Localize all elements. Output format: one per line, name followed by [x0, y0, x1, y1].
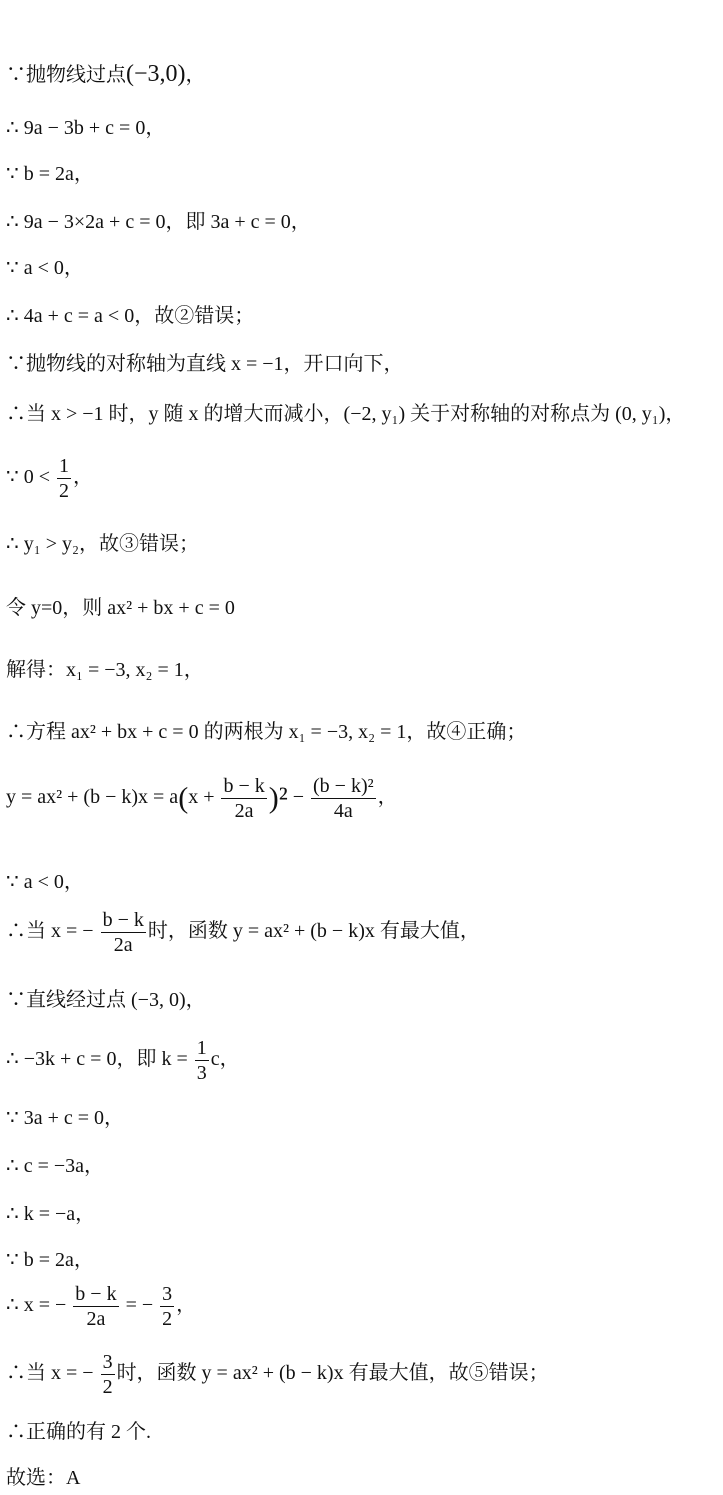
line-24: [6, 1352, 549, 1397]
fraction-b-k-2a: [73, 1284, 118, 1329]
punct: ，: [377, 786, 398, 809]
denominator: 4a: [333, 800, 353, 822]
text: y = ax² + (b − k)x = a: [6, 786, 179, 809]
text: x +: [188, 786, 215, 809]
numerator: 3: [162, 1283, 173, 1305]
paren-left: (: [178, 781, 189, 815]
fraction-b-k-2a: [101, 910, 146, 955]
fraction-bk2-4a: [311, 776, 376, 821]
numerator: b − k: [223, 775, 265, 797]
line-12: 解得：x₁ = −3, x₂ = 1，: [6, 659, 204, 681]
line-3: ∵ b = 2a，: [6, 163, 94, 185]
line-14: [6, 776, 398, 821]
punct: ，: [73, 466, 94, 489]
punct: ，: [176, 1294, 197, 1317]
numerator: b − k: [75, 1283, 117, 1305]
text: ∵抛物线过点: [6, 64, 126, 86]
text: ∴ −3k + c = 0，即 k =: [6, 1048, 188, 1071]
line-17: ∵直线经过点 (−3, 0)，: [6, 989, 206, 1011]
numerator: 1: [59, 455, 70, 477]
punct: ，: [185, 64, 206, 86]
line-6: ∴ 4a + c = a < 0，故②错误；: [6, 305, 255, 327]
line-2: ∴ 9a − 3b + c = 0，: [6, 117, 166, 139]
denominator: 2a: [234, 800, 254, 822]
denominator: 2: [59, 480, 70, 502]
fraction-1-3: [195, 1038, 209, 1083]
text: 时，函数 y = ax² + (b − k)x 有最大值，故⑤错误；: [116, 1362, 549, 1385]
line-8: ∴当 x > −1 时，y 随 x 的增大而减小，(−2, y₁) 关于对称轴的对称点为 (0, y₁)，: [6, 403, 686, 425]
point: (−3,0): [126, 61, 186, 87]
line-26: 故选：A: [6, 1467, 81, 1489]
line-16: [6, 910, 480, 955]
denominator: 2: [162, 1308, 173, 1330]
text: ∴ x = −: [6, 1294, 67, 1317]
line-18: [6, 1038, 240, 1083]
denominator: 3: [196, 1062, 207, 1084]
line-13: ∴方程 ax² + bx + c = 0 的两根为 x₁ = −3, x₂ = 1，故④正确；: [6, 721, 527, 743]
fraction-3-2: [160, 1284, 174, 1329]
text: = −: [125, 1294, 154, 1317]
fraction-b-k-2a: [221, 776, 266, 821]
line-25: ∴正确的有 2 个.: [6, 1421, 151, 1443]
line-23: [6, 1284, 196, 1329]
text: ∴当 x = −: [6, 920, 94, 943]
text: c，: [210, 1048, 240, 1071]
line-1: [6, 62, 206, 86]
line-4: ∴ 9a − 3×2a + c = 0，即 3a + c = 0，: [6, 211, 311, 233]
denominator: 2a: [86, 1308, 106, 1330]
line-7: ∵抛物线的对称轴为直线 x = −1，开口向下，: [6, 353, 404, 375]
line-21: ∴ k = −a，: [6, 1203, 96, 1225]
text: ∵ 0 <: [6, 466, 51, 489]
numerator: b − k: [102, 909, 144, 931]
denominator: 2a: [113, 934, 133, 956]
line-19: ∵ 3a + c = 0，: [6, 1107, 125, 1129]
minus: −: [292, 786, 305, 809]
line-11: 令 y=0，则 ax² + bx + c = 0: [6, 597, 235, 619]
numerator: (b − k)²: [313, 775, 374, 797]
text: ∴当 x = −: [6, 1362, 94, 1385]
paren-right-squared: )²: [268, 781, 288, 815]
line-22: ∵ b = 2a，: [6, 1249, 94, 1271]
line-10: ∴ y₁ > y₂，故③错误；: [6, 533, 199, 555]
denominator: 2: [102, 1376, 113, 1398]
numerator: 3: [102, 1351, 113, 1373]
fraction-3-2: [101, 1352, 115, 1397]
line-15: ∵ a < 0，: [6, 871, 84, 893]
fraction-1-2: [57, 456, 71, 501]
line-9: [6, 456, 93, 501]
line-5: ∵ a < 0，: [6, 257, 84, 279]
line-20: ∴ c = −3a，: [6, 1155, 105, 1177]
text: 时，函数 y = ax² + (b − k)x 有最大值，: [147, 920, 480, 943]
numerator: 1: [196, 1037, 207, 1059]
